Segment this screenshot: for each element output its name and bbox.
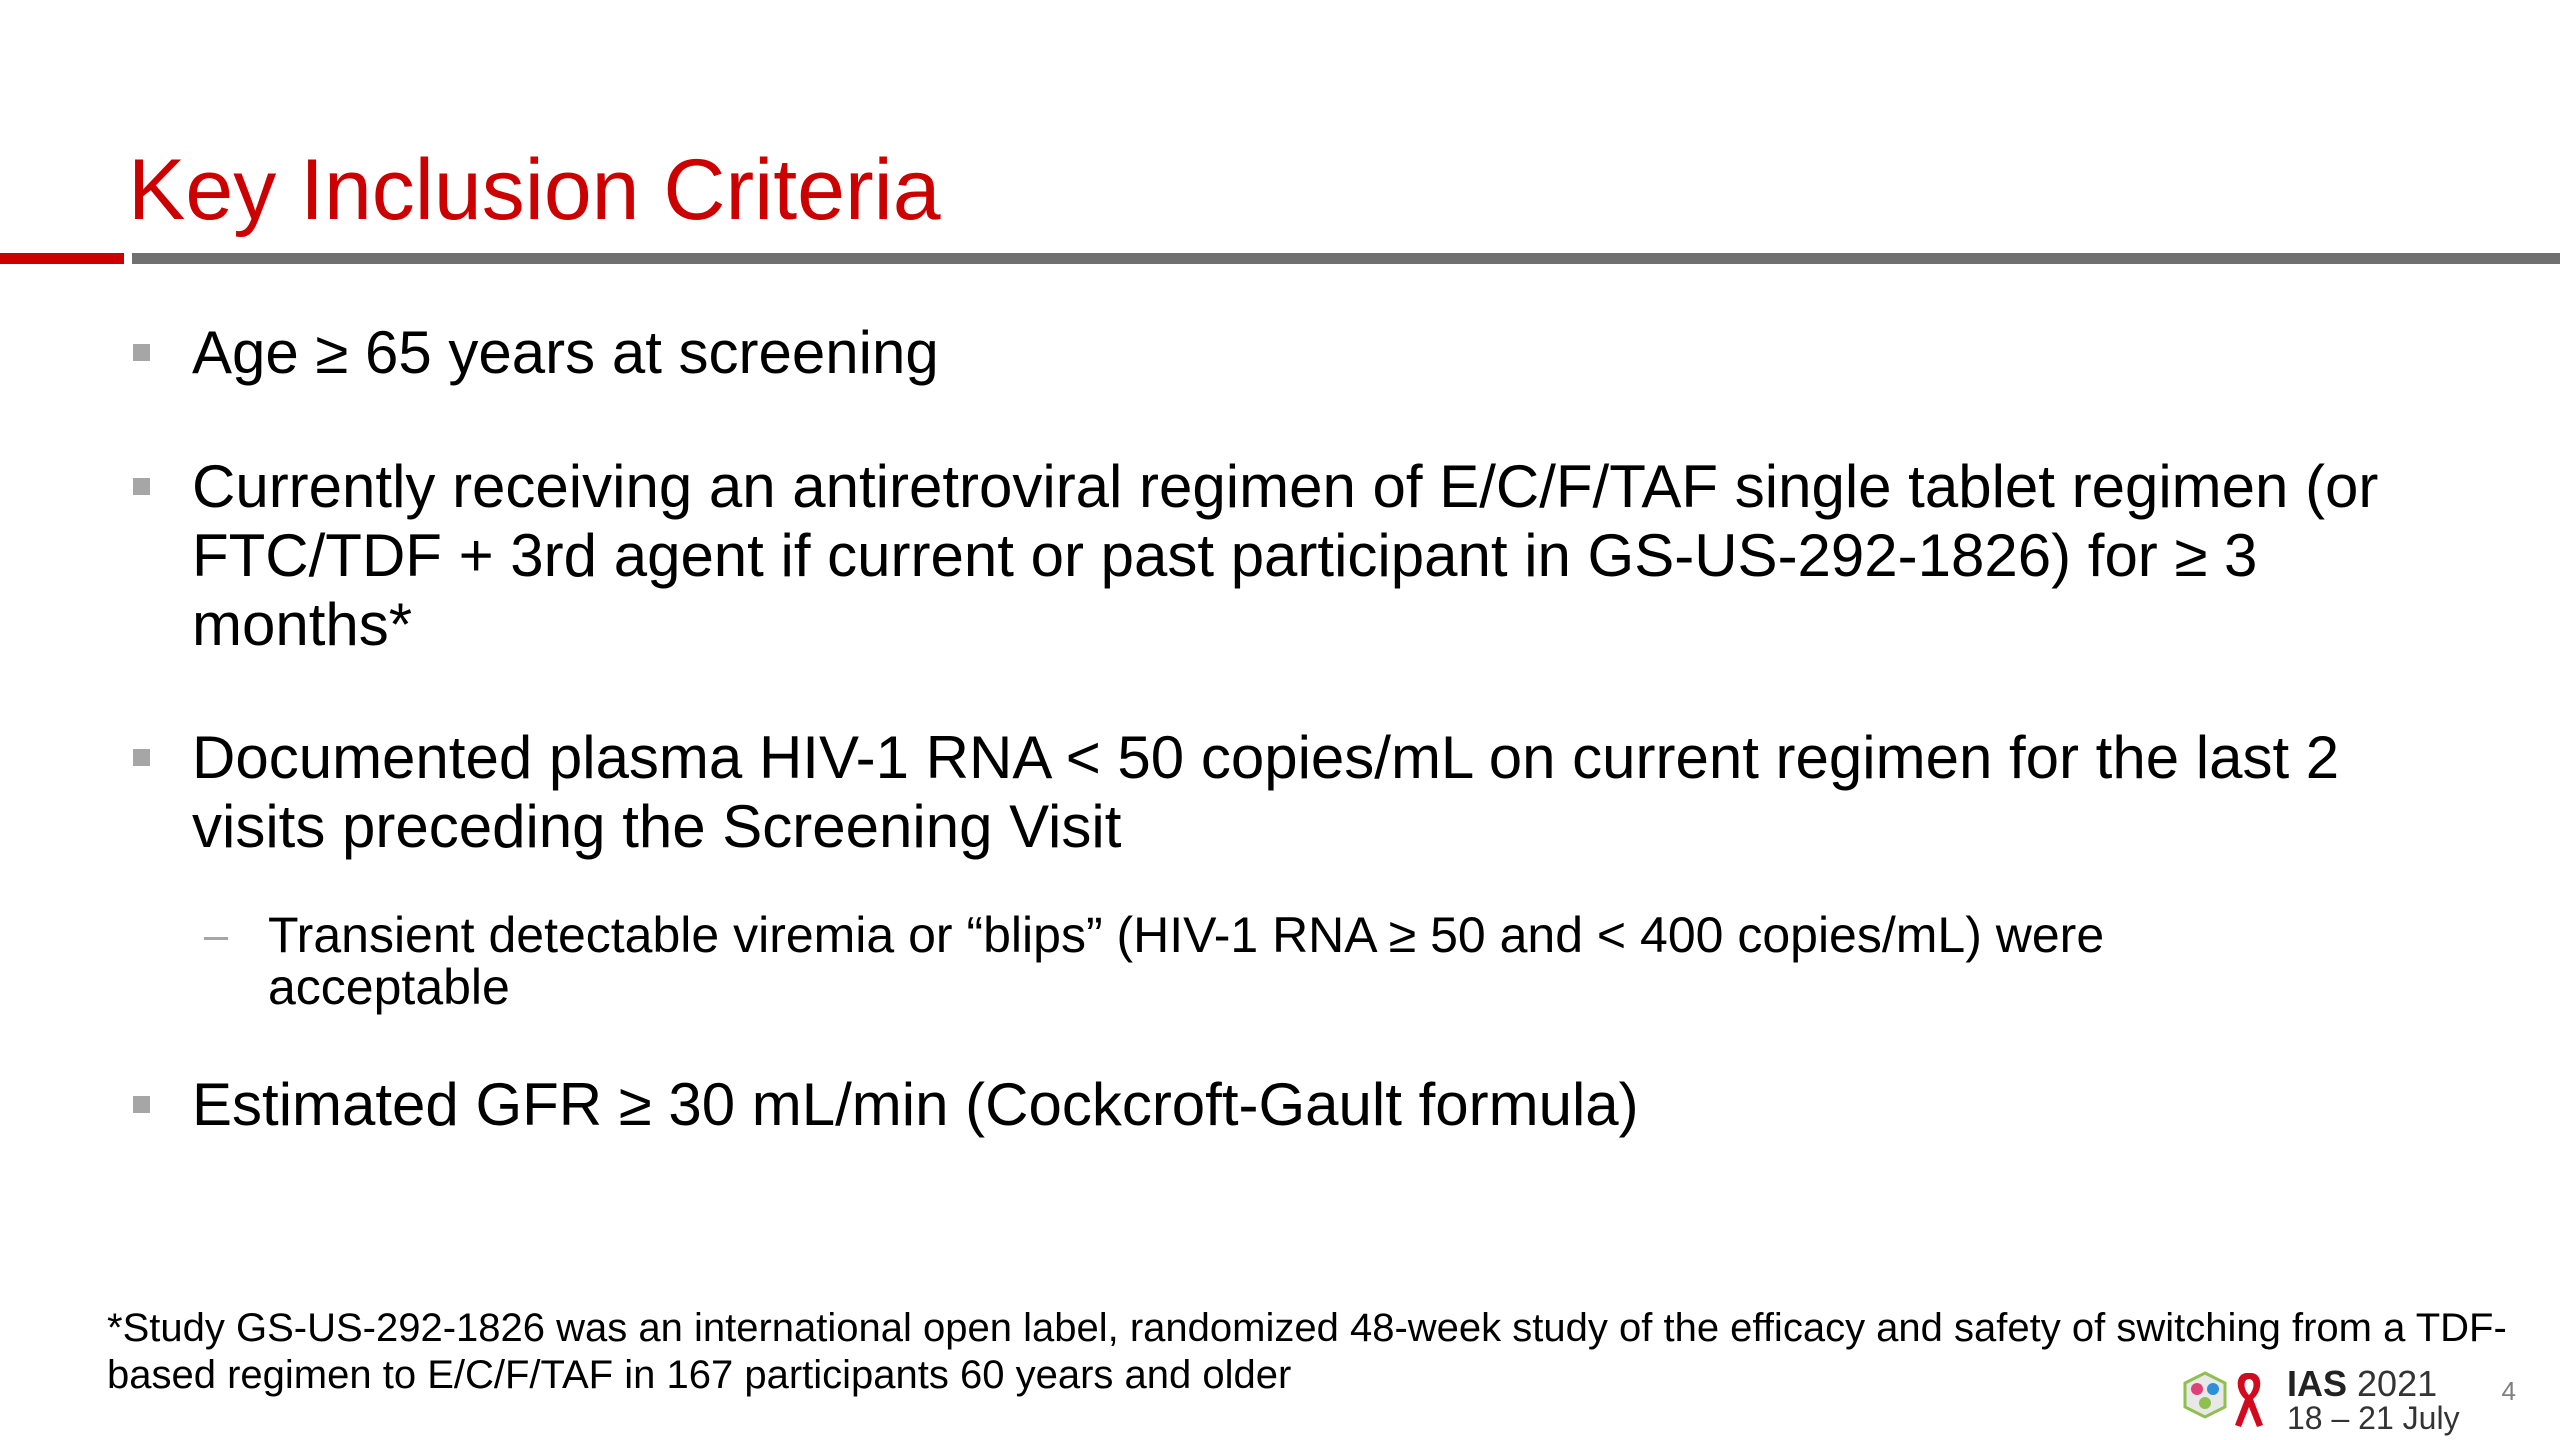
bullet-marker-icon	[133, 749, 150, 766]
title-rule-accent	[0, 253, 124, 264]
title-rule	[132, 253, 2560, 264]
bullet-marker-icon	[133, 1096, 150, 1113]
conference-emblem-icon	[2177, 1365, 2277, 1435]
bullet-marker-icon	[133, 478, 150, 495]
page-number: 4	[2501, 1376, 2516, 1406]
sub-bullet-item: Transient detectable viremia or “blips” (HIV-1 RNA ≥ 50 and < 400 copies/mL) were acceptable	[268, 907, 2105, 1015]
conference-logo	[2177, 1365, 2477, 1435]
logo-year: 2021	[2357, 1363, 2438, 1404]
bullet-item: Currently receiving an antiretroviral regimen of E/C/F/TAF single tablet regimen (or FTC/TDF + 3rd agent if current or past participant in GS-US-292-1826) for ≥ 3 months*	[192, 453, 2379, 658]
bullet-item: Documented plasma HIV-1 RNA < 50 copies/mL on current regimen for the last 2 visits preceding the Screening Visit	[192, 724, 2340, 860]
slide-title: Key Inclusion Criteria	[128, 142, 941, 238]
bullet-marker-icon	[133, 344, 150, 361]
bullet-item: Estimated GFR ≥ 30 mL/min (Cockcroft-Gault formula)	[192, 1071, 1639, 1138]
sub-bullet-dash-icon	[204, 937, 228, 940]
logo-label	[2287, 1365, 2437, 1403]
footnote: *Study GS-US-292-1826 was an international open label, randomized 48-week study of the efficacy and safety of switching from a TDF-based regimen to E/C/F/TAF in 167 participants 60 years and older	[107, 1306, 2507, 1397]
logo-org: IAS	[2287, 1363, 2348, 1404]
logo-dates: 18 – 21 July	[2287, 1400, 2460, 1436]
bullet-item: Age ≥ 65 years at screening	[192, 319, 939, 386]
